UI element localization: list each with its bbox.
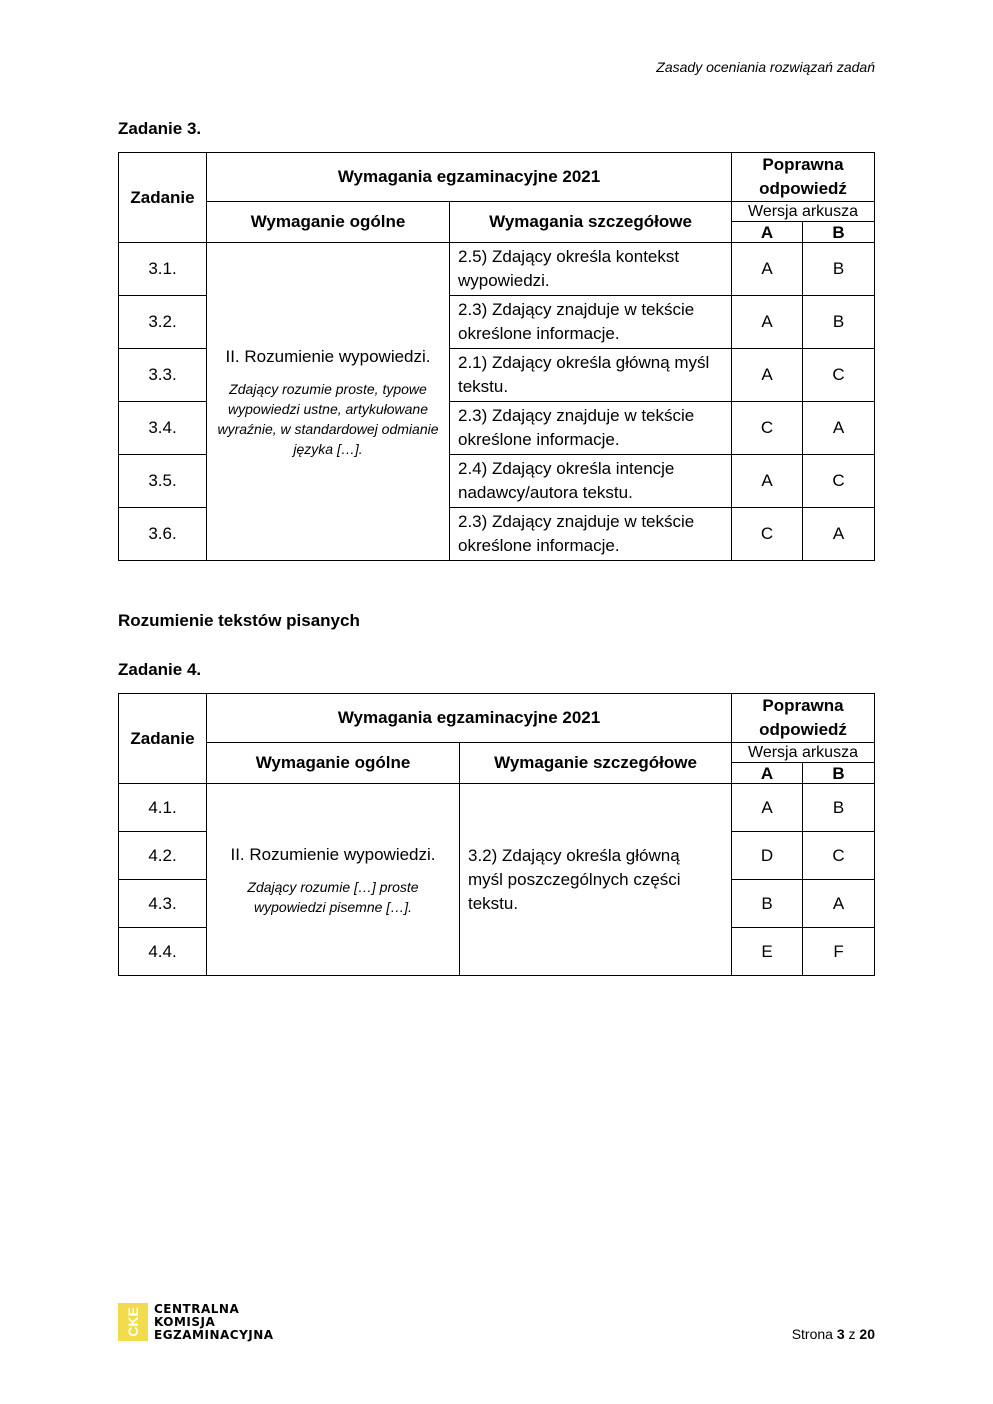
cke-logo-text: CENTRALNA KOMISJA EGZAMINACYJNA — [154, 1301, 274, 1342]
specific-requirement: 2.5) Zdający określa kontekst wypowiedzi. — [450, 243, 732, 296]
answer-a: A — [732, 349, 803, 402]
general-requirement — [207, 784, 460, 976]
answer-b: B — [803, 243, 875, 296]
col-general-header: Wymaganie ogólne — [207, 743, 460, 784]
general-requirement — [207, 243, 450, 561]
table-row — [119, 784, 875, 832]
col-version-header: Wersja arkusza — [732, 202, 875, 222]
task4-heading: Zadanie 4. — [118, 660, 202, 679]
specific-requirement: 3.2) Zdający określa główną myśl poszczególnych części tekstu. — [460, 784, 732, 976]
answer-b: A — [803, 402, 875, 455]
section-title: Rozumienie tekstów pisanych — [118, 611, 360, 630]
answer-a: A — [732, 784, 803, 832]
task-number: 3.4. — [119, 402, 207, 455]
answer-b: C — [803, 455, 875, 508]
general-title: II. Rozumienie wypowiedzi. — [230, 844, 436, 864]
general-description: Zdający rozumie […] proste wypowiedzi pisemne […]. — [247, 878, 419, 915]
col-version-header: Wersja arkusza — [732, 743, 875, 763]
cke-logo — [118, 1302, 274, 1342]
general-title: II. Rozumienie wypowiedzi. — [225, 346, 431, 366]
specific-requirement: 2.3) Zdający znajduje w tekście określone informacje. — [450, 508, 732, 561]
running-title: Zasady oceniania rozwiązań zadań — [656, 59, 875, 75]
answer-b: A — [803, 880, 875, 928]
specific-requirement: 2.4) Zdający określa intencje nadawcy/autora tekstu. — [450, 455, 732, 508]
page-number: Strona 3 z 20 — [791, 1326, 875, 1342]
col-general-header: Wymaganie ogólne — [207, 202, 450, 243]
table-row — [119, 243, 875, 296]
task4-table — [118, 693, 875, 976]
answer-b: B — [803, 784, 875, 832]
task-number: 3.2. — [119, 296, 207, 349]
answer-b: F — [803, 928, 875, 976]
answer-a: C — [732, 508, 803, 561]
col-b-header: B — [803, 222, 875, 243]
col-correct-header: Poprawna odpowiedź — [732, 153, 875, 202]
col-task-header: Zadanie — [119, 694, 207, 784]
answer-a: A — [732, 455, 803, 508]
general-description: Zdający rozumie proste, typowe wypowiedzi ustne, artykułowane wyraźnie, w standardowej odmianie języka […]. — [217, 380, 439, 457]
answer-b: C — [803, 349, 875, 402]
answer-a: E — [732, 928, 803, 976]
answer-b: C — [803, 832, 875, 880]
specific-requirement: 2.1) Zdający określa główną myśl tekstu. — [450, 349, 732, 402]
answer-a: A — [732, 243, 803, 296]
col-a-header: A — [732, 763, 803, 784]
task-number: 3.5. — [119, 455, 207, 508]
answer-a: D — [732, 832, 803, 880]
col-correct-header: Poprawna odpowiedź — [732, 694, 875, 743]
answer-a: C — [732, 402, 803, 455]
task-number: 4.2. — [119, 832, 207, 880]
col-requirements-header: Wymagania egzaminacyjne 2021 — [207, 153, 732, 202]
task-number: 4.4. — [119, 928, 207, 976]
task3-heading: Zadanie 3. — [118, 119, 202, 138]
answer-a: B — [732, 880, 803, 928]
task-number: 4.1. — [119, 784, 207, 832]
answer-b: A — [803, 508, 875, 561]
cke-logo-mark: CKE — [118, 1303, 148, 1341]
col-requirements-header: Wymagania egzaminacyjne 2021 — [207, 694, 732, 743]
task-number: 4.3. — [119, 880, 207, 928]
specific-requirement: 2.3) Zdający znajduje w tekście określone informacje. — [450, 296, 732, 349]
col-b-header: B — [803, 763, 875, 784]
task-number: 3.3. — [119, 349, 207, 402]
col-a-header: A — [732, 222, 803, 243]
col-specific-header: Wymaganie szczegółowe — [460, 743, 732, 784]
task3-table — [118, 152, 875, 561]
task-number: 3.6. — [119, 508, 207, 561]
specific-requirement: 2.3) Zdający znajduje w tekście określone informacje. — [450, 402, 732, 455]
task-number: 3.1. — [119, 243, 207, 296]
col-specific-header: Wymagania szczegółowe — [450, 202, 732, 243]
answer-b: B — [803, 296, 875, 349]
answer-a: A — [732, 296, 803, 349]
col-task-header: Zadanie — [119, 153, 207, 243]
